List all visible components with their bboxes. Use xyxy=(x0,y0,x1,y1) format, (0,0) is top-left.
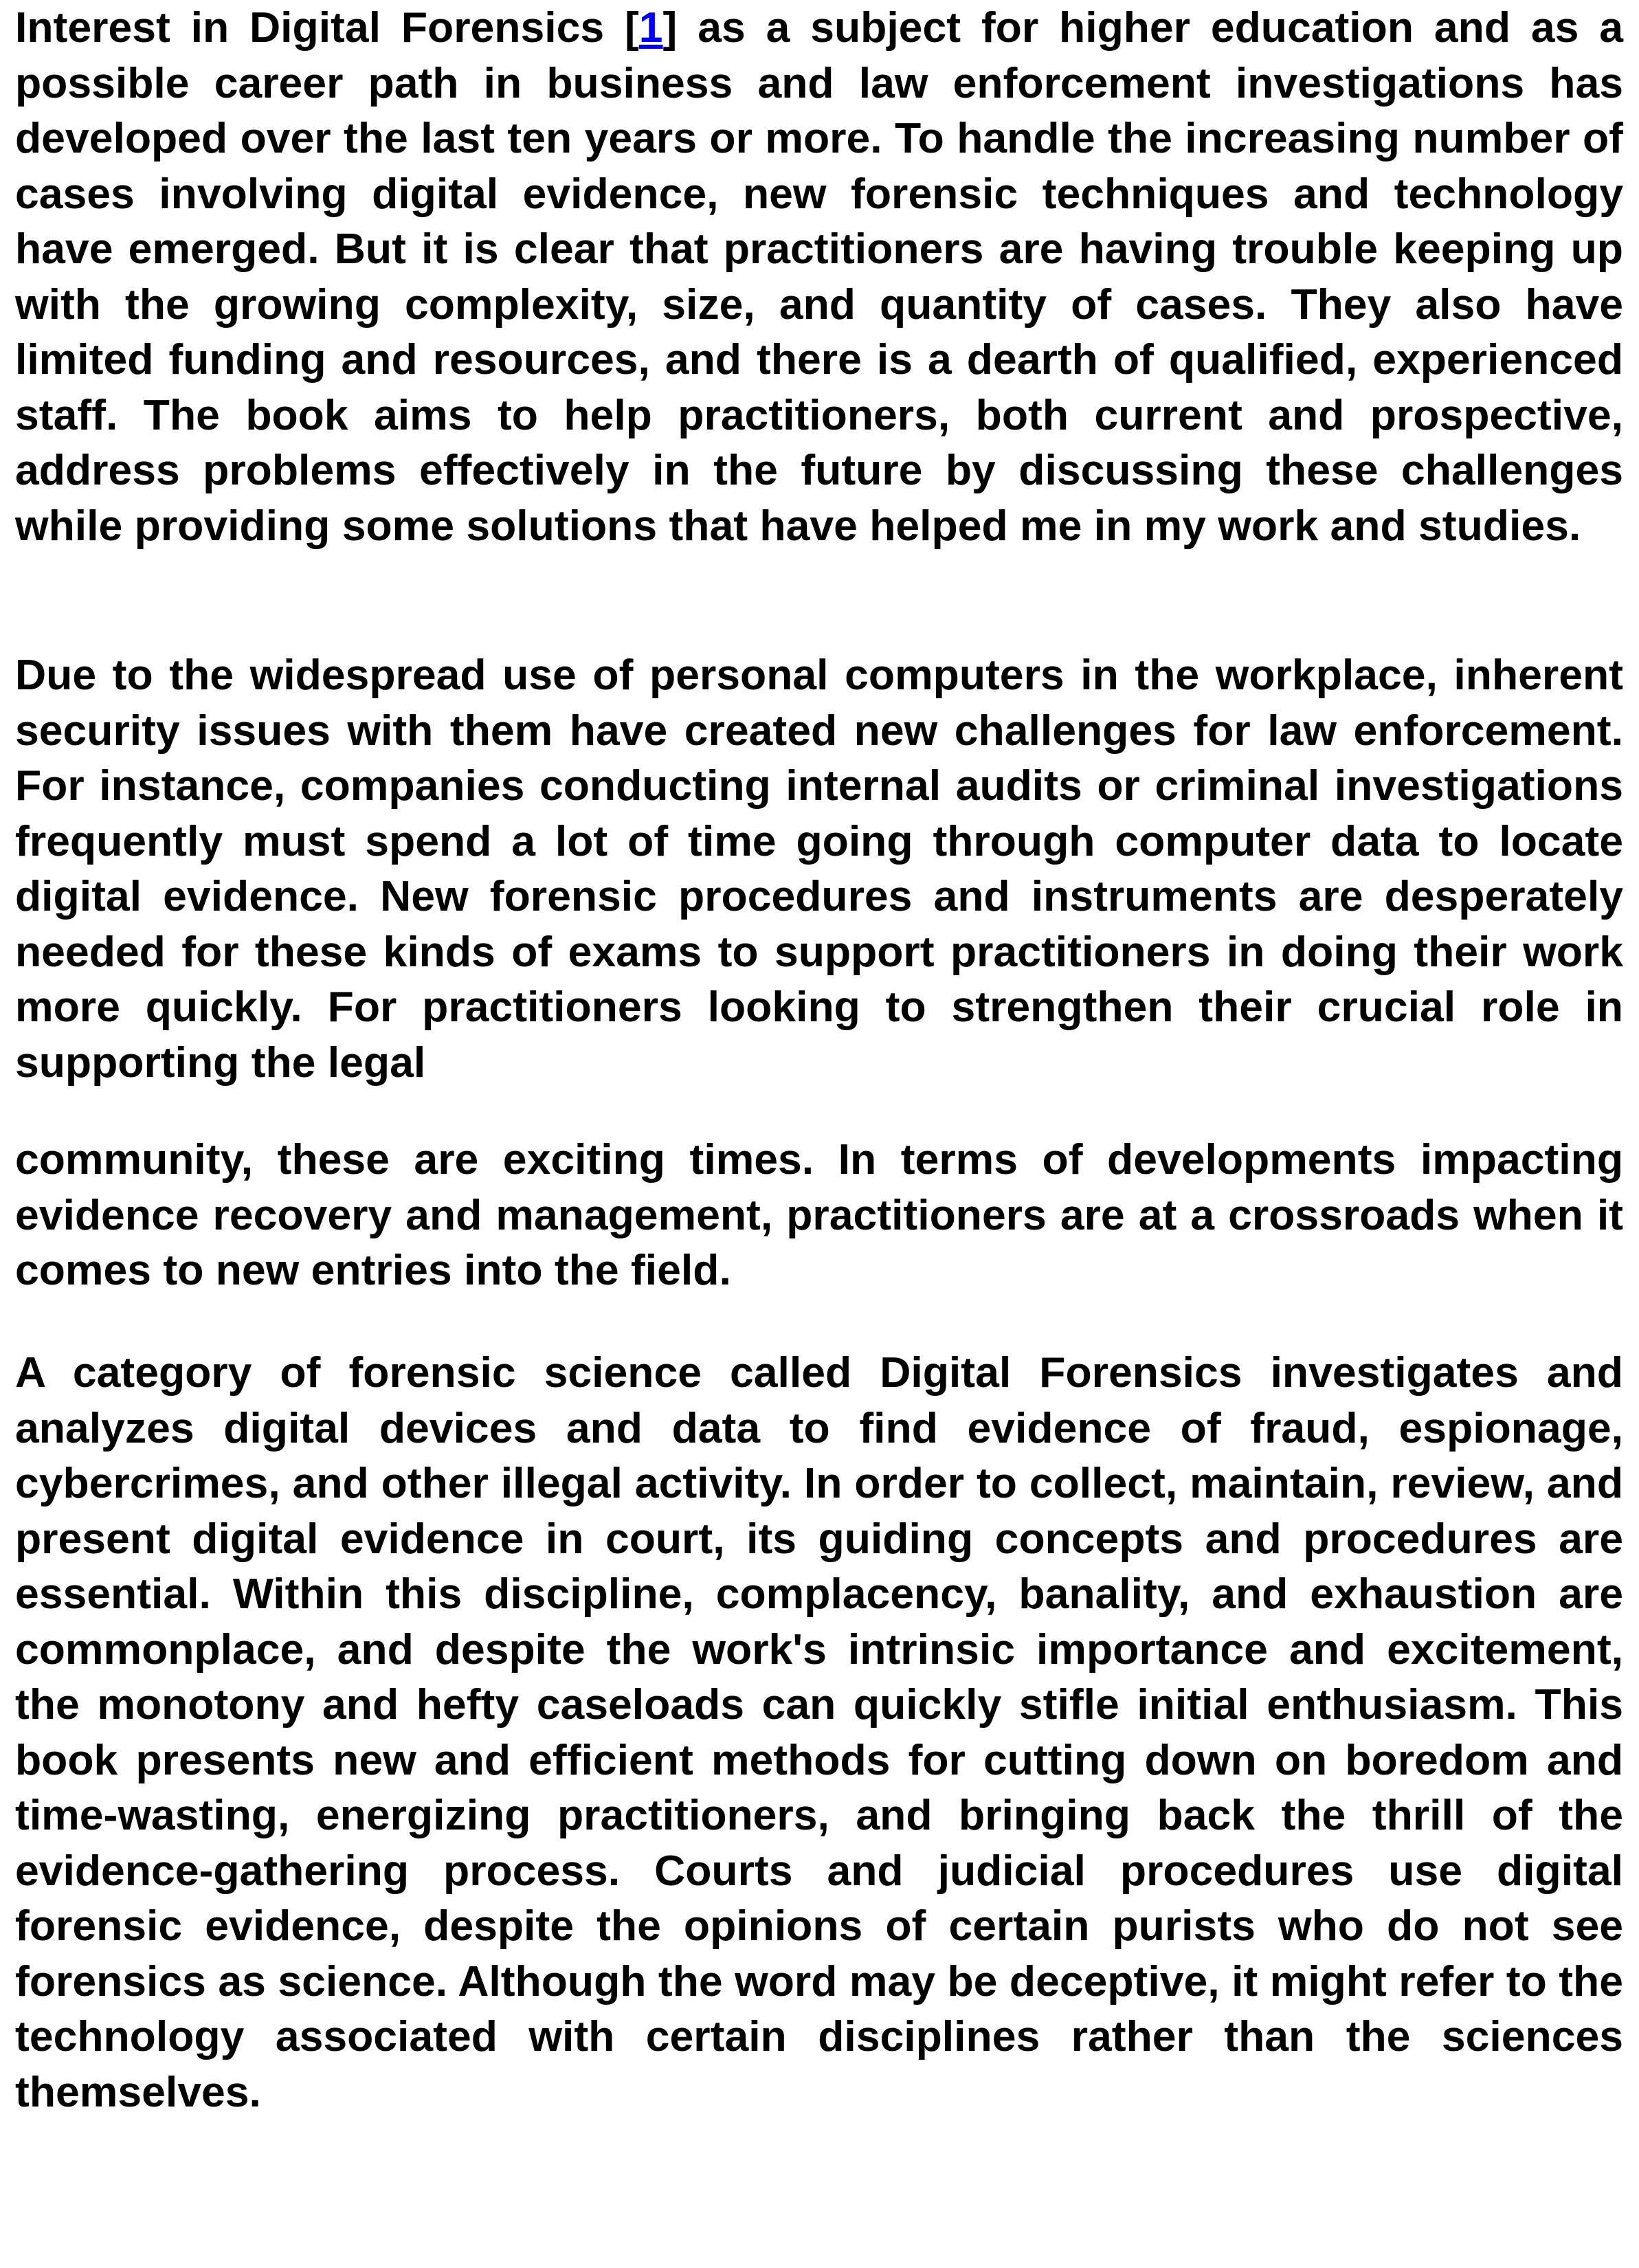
paragraph-intro-text-start: Interest in Digital Forensics [ xyxy=(15,3,639,52)
paragraph-intro-text-end: ] as a subject for higher education and as a possible career path in business and law enforcement investigations has developed over the last ten years or more. To handle the increasing number of cases involving digital evidence, new forensic techniques and technology have emerged. But it is clear that practitioners are having trouble keeping up with the growing complexity, size, and quantity of cases. They also have limited funding and resources, and there is a dearth of qualified, experienced staff. The book aims to help practitioners, both current and prospective, address problems effectively in the future by discussing these challenges while providing some solutions that have helped me in my work and studies. xyxy=(15,3,1623,550)
paragraph-workplace-security: Due to the widespread use of personal computers in the workplace, inherent security issues with them have created new challenges for law enforcement. For instance, companies conducting internal audits or criminal investigations frequently must spend a lot of time going through computer data to locate digital evidence. New forensic procedures and instruments are desperately needed for these kinds of exams to support practitioners in doing their work more quickly. For practitioners looking to strengthen their crucial role in supporting the legal xyxy=(15,651,1623,1087)
paragraph-intro xyxy=(15,0,1623,553)
paragraph-community: community, these are exciting times. In terms of developments impacting evidence recovery and management, practitioners are at a crossroads when it comes to new entries into the field. xyxy=(15,1135,1623,1294)
citation-link-1[interactable]: 1 xyxy=(638,3,663,52)
paragraph-digital-forensics-definition: A category of forensic science called Digital Forensics investigates and analyzes digital devices and data to find evidence of fraud, espionage, cybercrimes, and other illegal activity. In order to collect, maintain, review, and present digital evidence in court, its guiding concepts and procedures are essential. Within this discipline, complacency, banality, and exhaustion are commonplace, and despite the work's intrinsic importance and excitement, the monotony and hefty caseloads can quickly stifle initial enthusiasm. This book presents new and efficient methods for cutting down on boredom and time-wasting, energizing practitioners, and bringing back the thrill of the evidence-gathering process. Courts and judicial procedures use digital forensic evidence, despite the opinions of certain purists who do not see forensics as science. Although the word may be deceptive, it might refer to the technology associated with certain disciplines rather than the sciences themselves. xyxy=(15,1348,1623,2116)
